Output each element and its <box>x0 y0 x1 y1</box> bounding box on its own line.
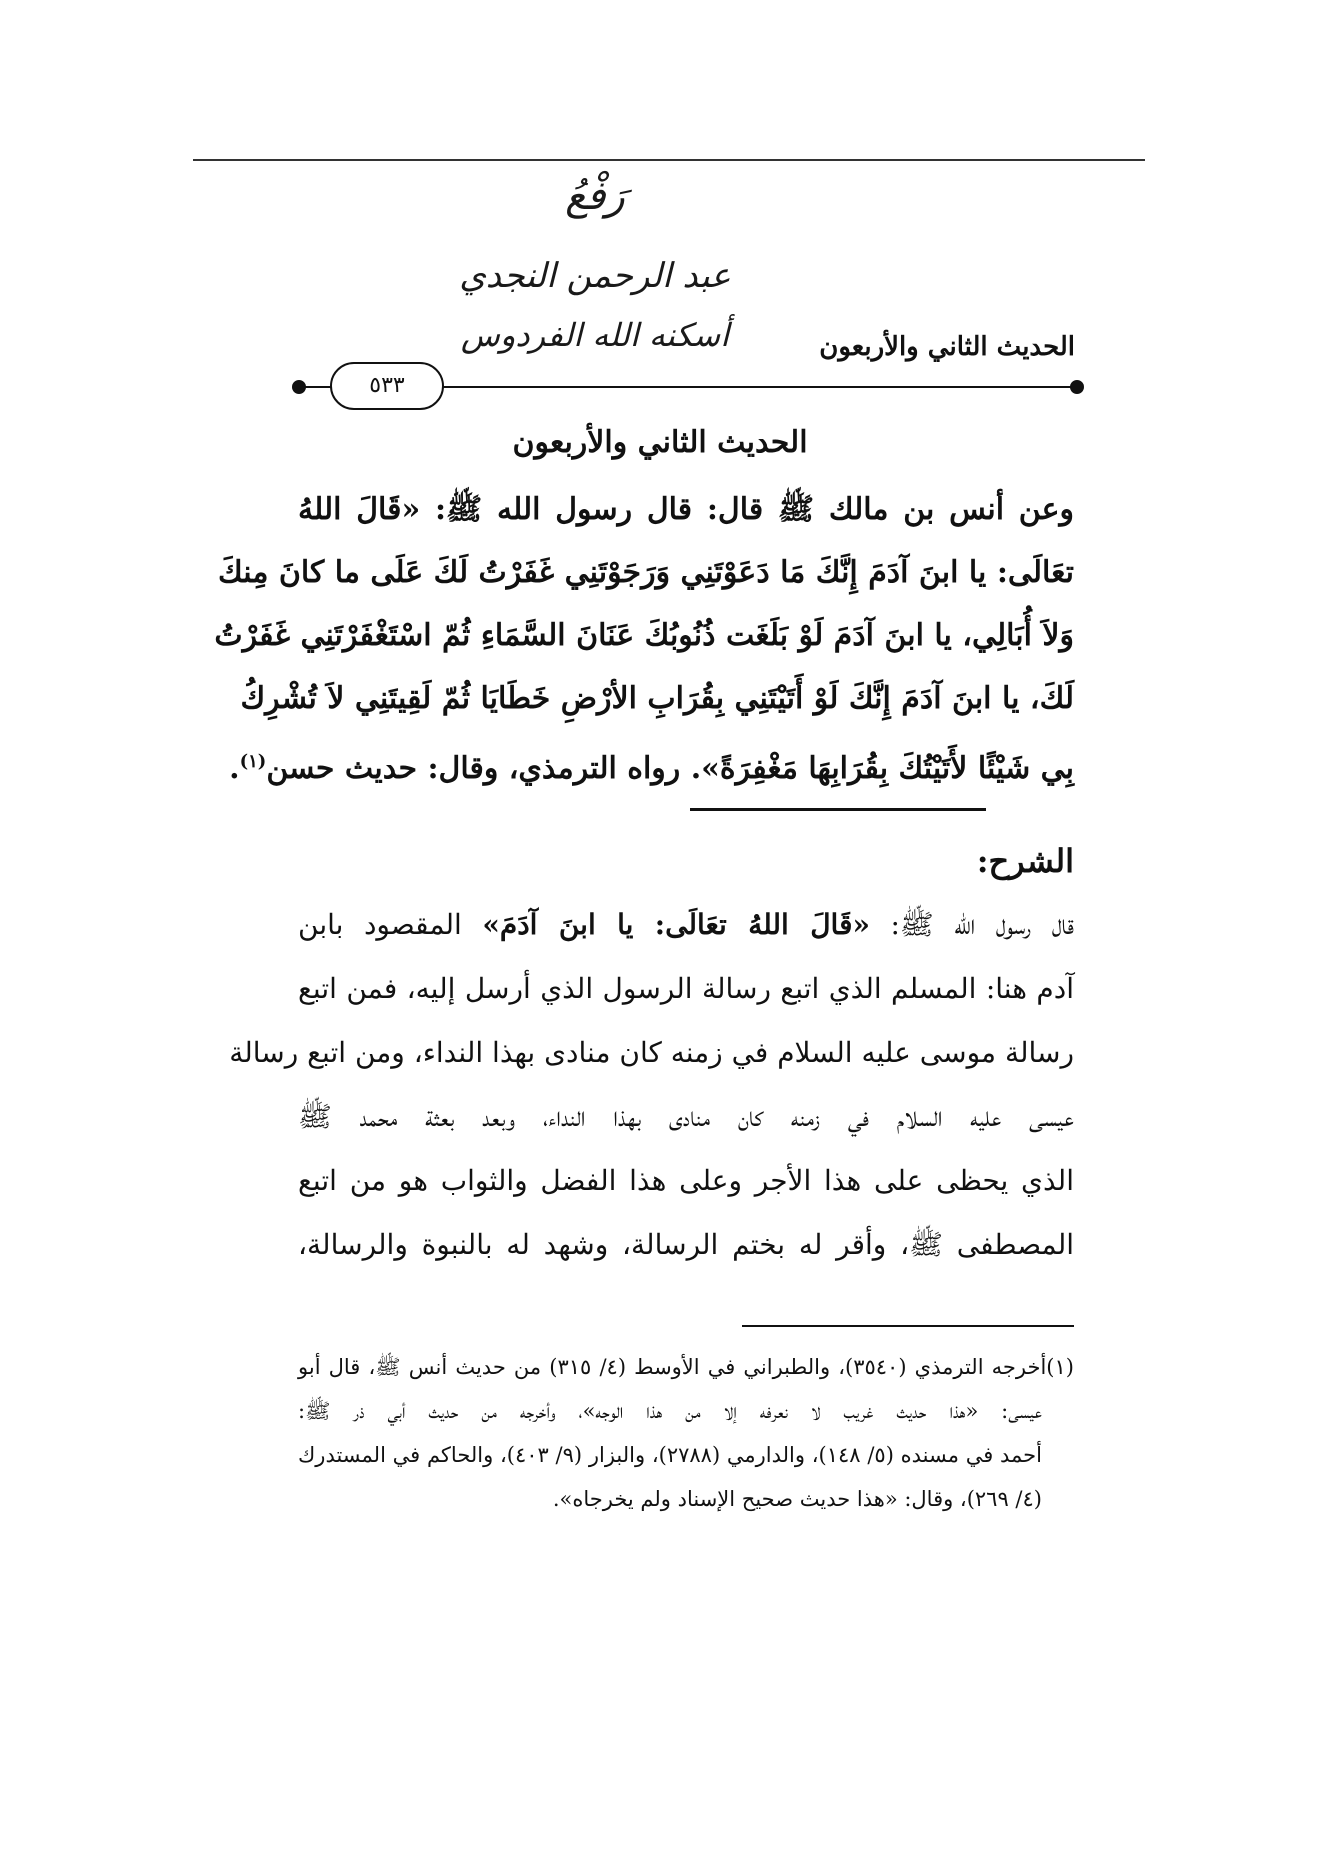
sharh-heading: الشرح: <box>976 842 1074 880</box>
stamp-line-2: عبد الرحمن النجدي <box>459 256 731 296</box>
hadith-line: وعن أنس بن مالك ﷺ قال: قال رسول الله ﷺ: «قَالَ اللهُ <box>298 492 1074 527</box>
sharh-quote: «قَالَ اللهُ تعَالَى: يا ابنَ آدَمَ» <box>482 908 870 941</box>
sharh-line: رسالة موسى عليه السلام في زمنه كان منادى بهذا النداء، ومن اتبع رسالة <box>229 1036 1074 1069</box>
footnote-line: (١)أخرجه الترمذي (٣٥٤٠)، والطبراني في الأوسط (٤/ ٣١٥) من حديث أنس ﷺ، قال أبو <box>298 1355 1074 1379</box>
hadith-line: وَلاَ أُبَالِي، يا ابنَ آدَمَ لَوْ بَلَغَت ذُنُوبُكَ عَنَانَ السَّمَاءِ ثُمّ اسْتَغْفَرْتَنِي غَفَرْتُ <box>214 618 1074 653</box>
stamp-line-3: أسكنه الله الفردوس <box>460 316 730 354</box>
header-dot-right <box>1070 380 1084 394</box>
sharh-line1-start: قال رسول الله ﷺ: <box>869 908 1074 941</box>
sharh-line: المصطفى ﷺ، وأقر له بختم الرسالة، وشهد له بالنبوة والرسالة، <box>298 1228 1074 1261</box>
hadith-line-text: بِي شَيْئًا لأَتَيْتُكَ بِقُرَابِهَا مَغْفِرَةً». رواه الترمذي، وقال: حديث حسن <box>266 751 1074 786</box>
sharh-line-first <box>298 893 1074 957</box>
hadith-line-last: بِي شَيْئًا لأَتَيْتُكَ بِقُرَابِهَا مَغْفِرَةً». رواه الترمذي، وقال: حديث حسن$^{(١)}$. <box>229 751 1074 786</box>
top-rule <box>193 159 1145 161</box>
sharh-line: الذي يحظى على هذا الأجر وعلى هذا الفضل والثواب هو من اتبع <box>298 1164 1074 1197</box>
sharh-text <box>229 893 1074 1277</box>
hadith-line: لَكَ، يا ابنَ آدَمَ إِنَّكَ لَوْ أَتَيْتَنِي بِقُرَابِ الأرْضِ خَطَايَا ثُمّ لَقِيتَنِي لاَ تُشْرِكُ <box>240 681 1074 716</box>
footnote-line: عيسى: «هذا حديث غريب لا نعرفه إلا من هذا الوجه»، وأخرجه من حديث أبي ذر ﷺ: <box>298 1399 1042 1423</box>
footnotes <box>298 1345 1074 1521</box>
stamp-line-1: رَفْعُ <box>565 173 625 219</box>
header-dot-left <box>292 380 306 394</box>
footnote-line: (٤/ ٢٦٩)، وقال: «هذا حديث صحيح الإسناد ولم يخرجاه». <box>552 1487 1042 1511</box>
hadith-line: تعَالَى: يا ابنَ آدَمَ إِنَّكَ مَا دَعَوْتَنِي وَرَجَوْتَنِي غَفَرْتُ لَكَ عَلَى ما كانَ مِنكَ <box>218 555 1074 590</box>
hadith-text <box>214 478 1074 793</box>
section-separator <box>690 808 986 811</box>
footnote-rule <box>742 1325 1074 1327</box>
footnote-reference: (١) <box>239 751 267 772</box>
sharh-line1-end: المقصود بابن <box>298 908 483 941</box>
hadith-title: الحديث الثاني والأربعون <box>512 425 808 460</box>
running-title: الحديث الثاني والأربعون <box>819 332 1075 362</box>
sharh-line: عيسى عليه السلام في زمنه كان منادى بهذا النداء، وبعد بعثة محمد ﷺ <box>298 1100 1074 1133</box>
calligraphy-stamp <box>430 168 760 373</box>
footnote-line: أحمد في مسنده (٥/ ١٤٨)، والدارمي (٢٧٨٨)، والبزار (٩/ ٤٠٣)، والحاكم في المستدرك <box>298 1443 1042 1467</box>
page-number: ٥٣٣ <box>330 362 444 410</box>
sharh-line: آدم هنا: المسلم الذي اتبع رسالة الرسول الذي أرسل إليه، فمن اتبع <box>298 972 1074 1005</box>
